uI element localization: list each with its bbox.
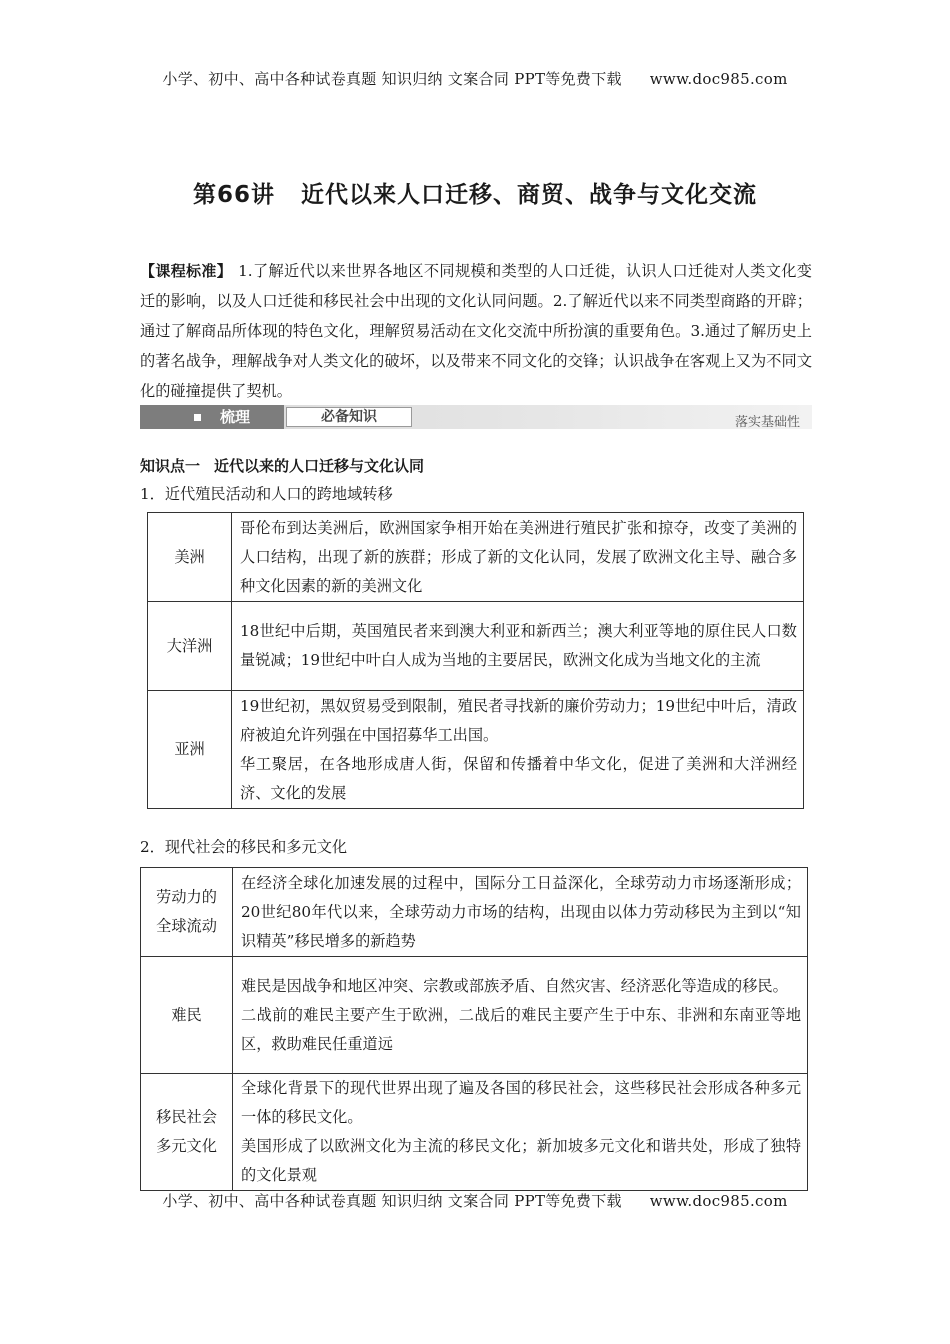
banner-right-label: 落实基础性 bbox=[734, 415, 800, 430]
section1-table bbox=[147, 512, 804, 809]
row-key-line: 难民 bbox=[171, 1005, 202, 1024]
row-key bbox=[141, 957, 233, 1074]
knowledge-point-label: 知识点一 bbox=[140, 457, 201, 475]
course-standard-label: 【课程标准】 bbox=[140, 262, 233, 280]
section-banner bbox=[140, 405, 812, 429]
table-row bbox=[148, 602, 804, 691]
footer-text: 小学、初中、高中各种试卷真题 知识归纳 文案合同 PPT等免费下载 bbox=[162, 1192, 622, 1210]
row-key: 亚洲 bbox=[148, 691, 232, 809]
row-content bbox=[232, 513, 804, 602]
row-content bbox=[233, 868, 808, 957]
table-row bbox=[148, 513, 804, 602]
page-title bbox=[0, 176, 950, 209]
row-line: 在经济全球化加速发展的过程中，国际分工日益深化，全球劳动力市场逐渐形成；20世纪80年代以来，全球劳动力市场的结构，出现由以体力劳动移民为主到以“知识精英”移民增多的新趋势 bbox=[241, 873, 801, 950]
section2-table bbox=[140, 867, 808, 1191]
row-line: 18世纪中后期，英国殖民者来到澳大利亚和新西兰；澳大利亚等地的原住民人口数量锐减；19世纪中叶白人成为当地的主要居民，欧洲文化成为当地文化的主流 bbox=[240, 622, 797, 669]
row-line: 难民是因战争和地区冲突、宗教或部族矛盾、自然灾害、经济恶化等造成的移民。 bbox=[241, 976, 788, 995]
row-line: 全球化背景下的现代世界出现了遍及各国的移民社会，这些移民社会形成各种多元一体的移民文化。 bbox=[241, 1079, 801, 1126]
banner-left-label: 梳理 bbox=[220, 408, 251, 426]
banner-dark-tab bbox=[140, 405, 284, 429]
section2-heading: 2．现代社会的移民和多元文化 bbox=[140, 838, 348, 856]
square-icon bbox=[194, 414, 201, 421]
header-site: www.doc985.com bbox=[649, 70, 788, 88]
footer-site: www.doc985.com bbox=[649, 1192, 788, 1210]
row-key-line: 劳动力的 bbox=[156, 888, 217, 906]
row-line: 二战前的难民主要产生于欧洲，二战后的难民主要产生于中东、非洲和东南亚等地区，救助难民任重道远 bbox=[241, 1005, 801, 1053]
row-line: 华工聚居，在各地形成唐人街，保留和传播着中华文化，促进了美洲和大洋洲经济、文化的发展 bbox=[240, 754, 797, 802]
row-content bbox=[233, 957, 808, 1074]
row-content bbox=[232, 691, 804, 809]
row-line: 哥伦布到达美洲后，欧洲国家争相开始在美洲进行殖民扩张和掠夺，改变了美洲的人口结构，出现了新的族群；形成了新的文化认同，发展了欧洲文化主导、融合多种文化因素的新的美洲文化 bbox=[240, 518, 797, 595]
table-row bbox=[148, 691, 804, 809]
table-row bbox=[141, 957, 808, 1074]
row-key: 大洋洲 bbox=[148, 602, 232, 691]
course-standard bbox=[140, 256, 812, 406]
lecture-number: 第66讲 bbox=[192, 182, 275, 208]
lecture-title: 近代以来人口迁移、商贸、战争与文化交流 bbox=[301, 182, 757, 208]
section1-heading: 1．近代殖民活动和人口的跨地域转移 bbox=[140, 485, 393, 503]
row-key bbox=[141, 1074, 233, 1191]
table-row bbox=[141, 868, 808, 957]
table-row bbox=[141, 1074, 808, 1191]
row-key: 美洲 bbox=[148, 513, 232, 602]
header-text: 小学、初中、高中各种试卷真题 知识归纳 文案合同 PPT等免费下载 bbox=[162, 70, 622, 88]
knowledge-point-text: 近代以来的人口迁移与文化认同 bbox=[214, 457, 425, 475]
row-key-line: 全球流动 bbox=[156, 917, 217, 935]
row-key-line: 移民社会 bbox=[156, 1108, 217, 1126]
knowledge-point-title bbox=[140, 455, 424, 476]
row-line: 美国形成了以欧洲文化为主流的移民文化；新加坡多元文化和谐共处，形成了独特的文化景观 bbox=[241, 1137, 801, 1184]
row-key-line: 多元文化 bbox=[156, 1137, 217, 1155]
row-line: 19世纪初，黑奴贸易受到限制，殖民者寻找新的廉价劳动力；19世纪中叶后，清政府被迫允许列强在中国招募华工出国。 bbox=[240, 696, 797, 744]
row-content bbox=[232, 602, 804, 691]
banner-box-label: 必备知识 bbox=[286, 407, 412, 427]
page-header bbox=[0, 68, 950, 89]
row-key bbox=[141, 868, 233, 957]
course-standard-text: 1.了解近代以来世界各地区不同规模和类型的人口迁徙，认识人口迁徙对人类文化变迁的影响，以及人口迁徙和移民社会中出现的文化认同问题。2.了解近代以来不同类型商路的开辟；通过了解商品所体现的特色文化，理解贸易活动在文化交流中所扮演的重要角色。3.通过了解历史上的著名战争，理解战争对人类文化的破坏，以及带来不同文化的交锋；认识战争在客观上又为不同文化的碰撞提供了契机。 bbox=[140, 262, 812, 400]
page-footer bbox=[0, 1190, 950, 1211]
row-content bbox=[233, 1074, 808, 1191]
